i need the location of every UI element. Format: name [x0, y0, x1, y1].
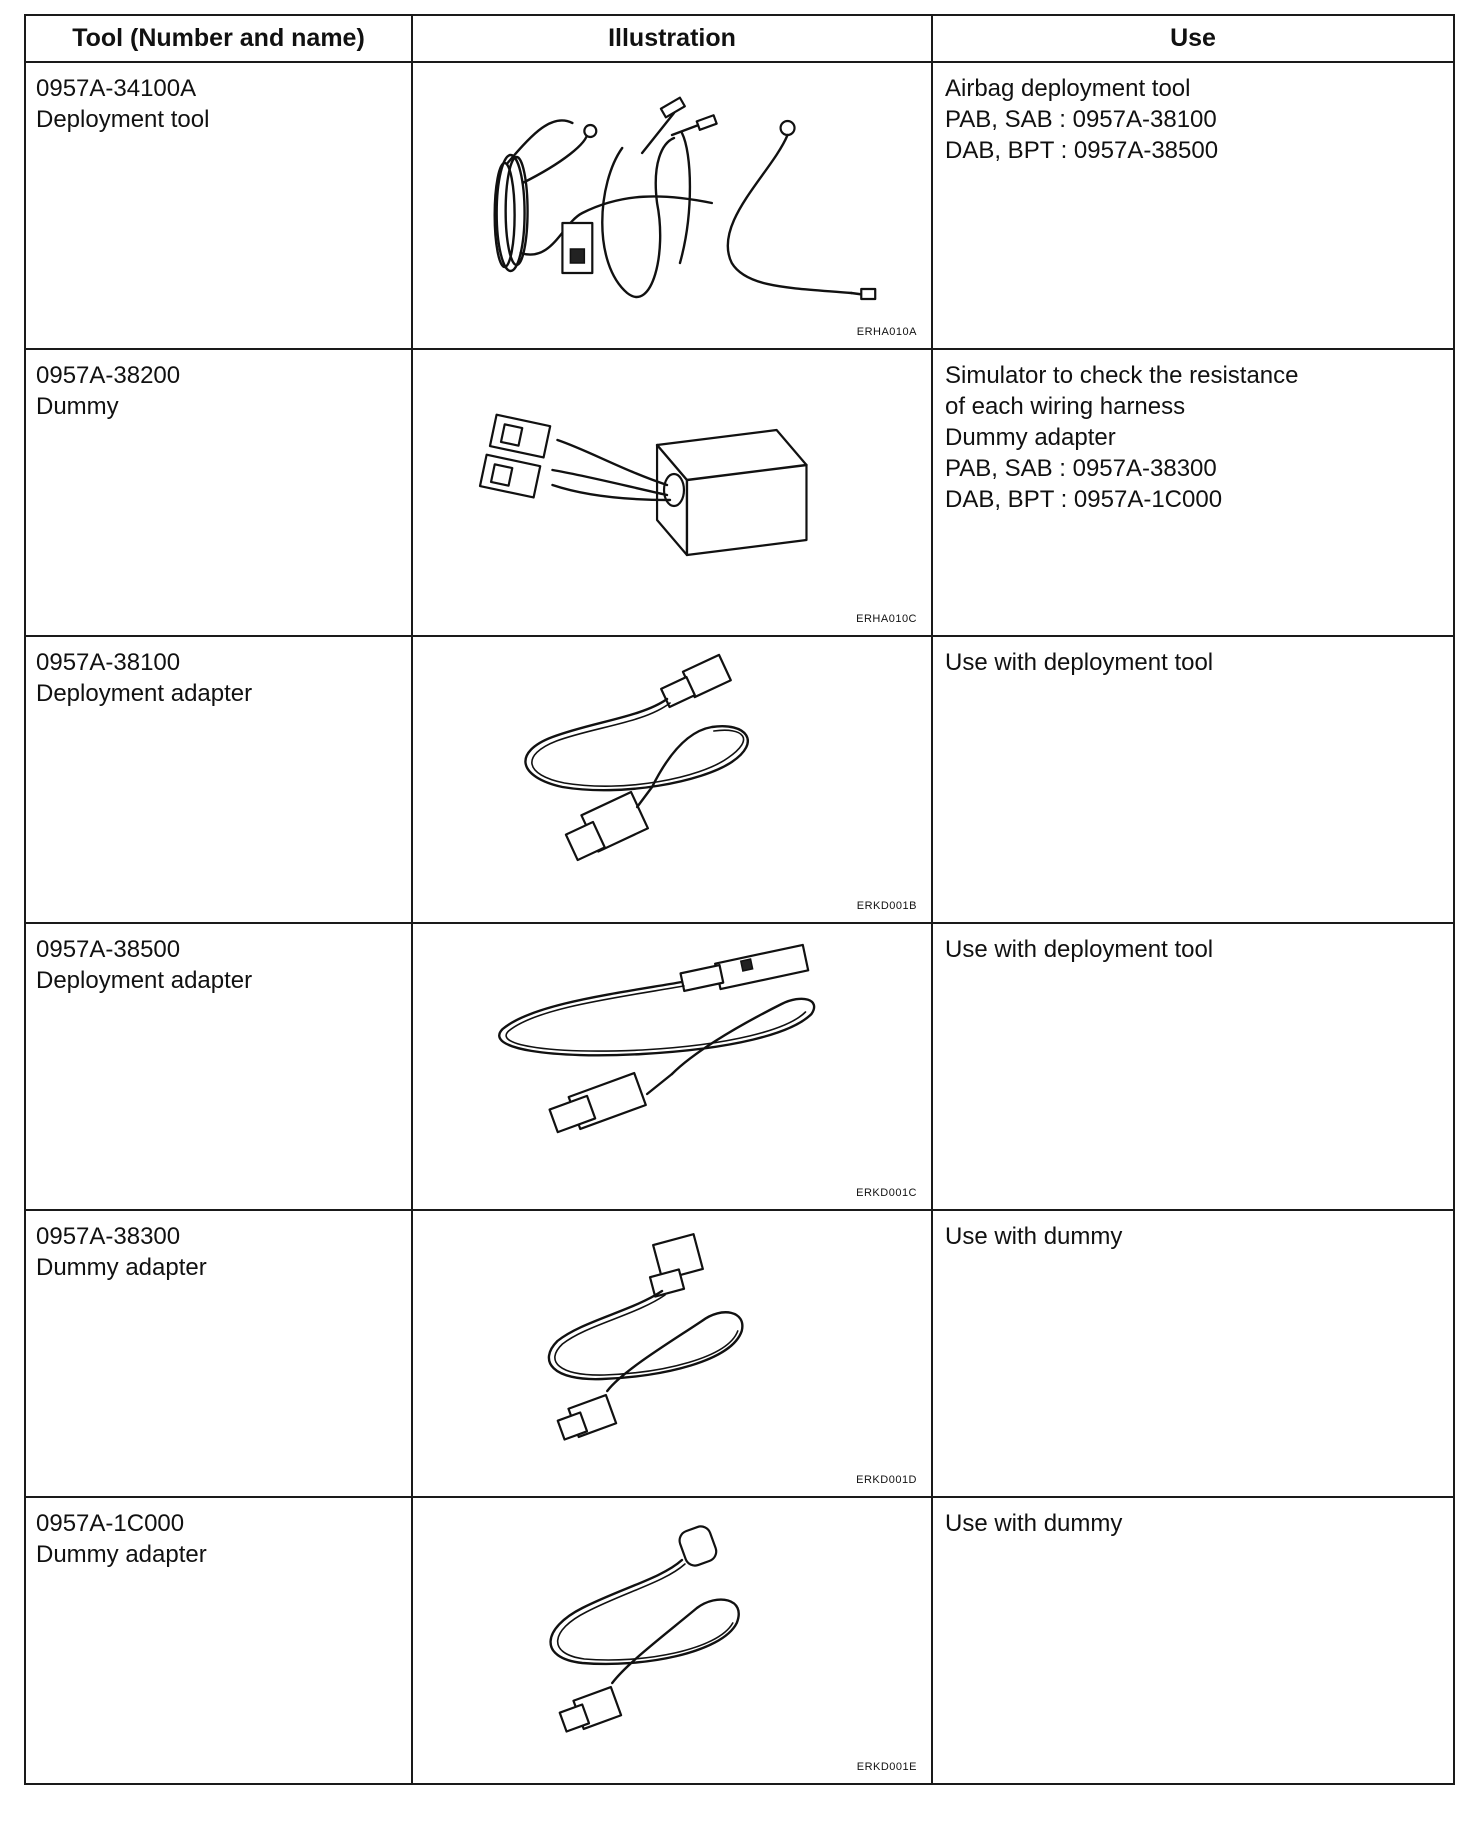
deployment-tool-harness-icon: [413, 63, 931, 348]
tool-name: Dummy adapter: [36, 1254, 207, 1281]
use-line: PAB, SAB : 0957A-38300: [945, 455, 1217, 482]
tool-name: Dummy adapter: [36, 1541, 207, 1568]
use-line: Use with deployment tool: [945, 649, 1214, 676]
use-line: Use with dummy: [945, 1223, 1123, 1250]
tool-name: Deployment tool: [36, 106, 210, 133]
use-cell: [932, 349, 1454, 636]
use-line: DAB, BPT : 0957A-1C000: [945, 486, 1223, 513]
use-line: Simulator to check the resistance: [945, 362, 1299, 389]
illustration-cell: [412, 1497, 932, 1784]
table-row: [25, 1497, 1454, 1784]
dummy-adapter-cable-icon: [413, 1211, 931, 1496]
table-row: [25, 1210, 1454, 1497]
use-line: Airbag deployment tool: [945, 75, 1191, 102]
use-cell: [932, 923, 1454, 1210]
dummy-box-icon: [413, 350, 931, 635]
tool-name: Deployment adapter: [36, 967, 253, 994]
tool-number: 0957A-38300: [36, 1223, 181, 1250]
tool-cell: [25, 636, 412, 923]
header-use: Use: [932, 15, 1454, 62]
table-header-row: [25, 15, 1454, 62]
tool-number: 0957A-1C000: [36, 1510, 185, 1537]
use-cell: [932, 1497, 1454, 1784]
figure-code: ERKD001C: [856, 1187, 917, 1199]
use-line: PAB, SAB : 0957A-38100: [945, 106, 1217, 133]
tool-number: 0957A-38200: [36, 362, 181, 389]
use-line: Use with deployment tool: [945, 936, 1214, 963]
figure-code: ERHA010C: [856, 613, 917, 625]
table-row: [25, 923, 1454, 1210]
illustration-cell: [412, 349, 932, 636]
table-row: [25, 636, 1454, 923]
tool-cell: [25, 1497, 412, 1784]
illustration-cell: [412, 1210, 932, 1497]
figure-code: ERKD001E: [856, 1761, 917, 1773]
use-cell: [932, 636, 1454, 923]
use-line: Dummy adapter: [945, 424, 1116, 451]
illustration-cell: [412, 62, 932, 349]
table-row: [25, 349, 1454, 636]
illustration-cell: [412, 923, 932, 1210]
adapter-cable-icon: [413, 637, 931, 922]
tool-name: Dummy: [36, 393, 119, 420]
tool-name: Deployment adapter: [36, 680, 253, 707]
tool-number: 0957A-34100A: [36, 75, 197, 102]
figure-code: ERHA010A: [856, 326, 917, 338]
use-cell: [932, 1210, 1454, 1497]
use-line: DAB, BPT : 0957A-38500: [945, 137, 1219, 164]
tool-cell: [25, 62, 412, 349]
use-line: of each wiring harness: [945, 393, 1186, 420]
use-line: Use with dummy: [945, 1510, 1123, 1537]
tool-number: 0957A-38100: [36, 649, 181, 676]
special-tools-table: [24, 14, 1455, 1785]
dummy-adapter-cable-round-icon: [413, 1498, 931, 1783]
tool-cell: [25, 349, 412, 636]
illustration-cell: [412, 636, 932, 923]
adapter-cable-long-icon: [413, 924, 931, 1209]
header-tool: Tool (Number and name): [25, 15, 412, 62]
table-row: [25, 62, 1454, 349]
use-cell: [932, 62, 1454, 349]
tool-number: 0957A-38500: [36, 936, 181, 963]
figure-code: ERKD001B: [856, 900, 917, 912]
tool-cell: [25, 923, 412, 1210]
figure-code: ERKD001D: [856, 1474, 917, 1486]
header-illustration: Illustration: [412, 15, 932, 62]
tool-cell: [25, 1210, 412, 1497]
